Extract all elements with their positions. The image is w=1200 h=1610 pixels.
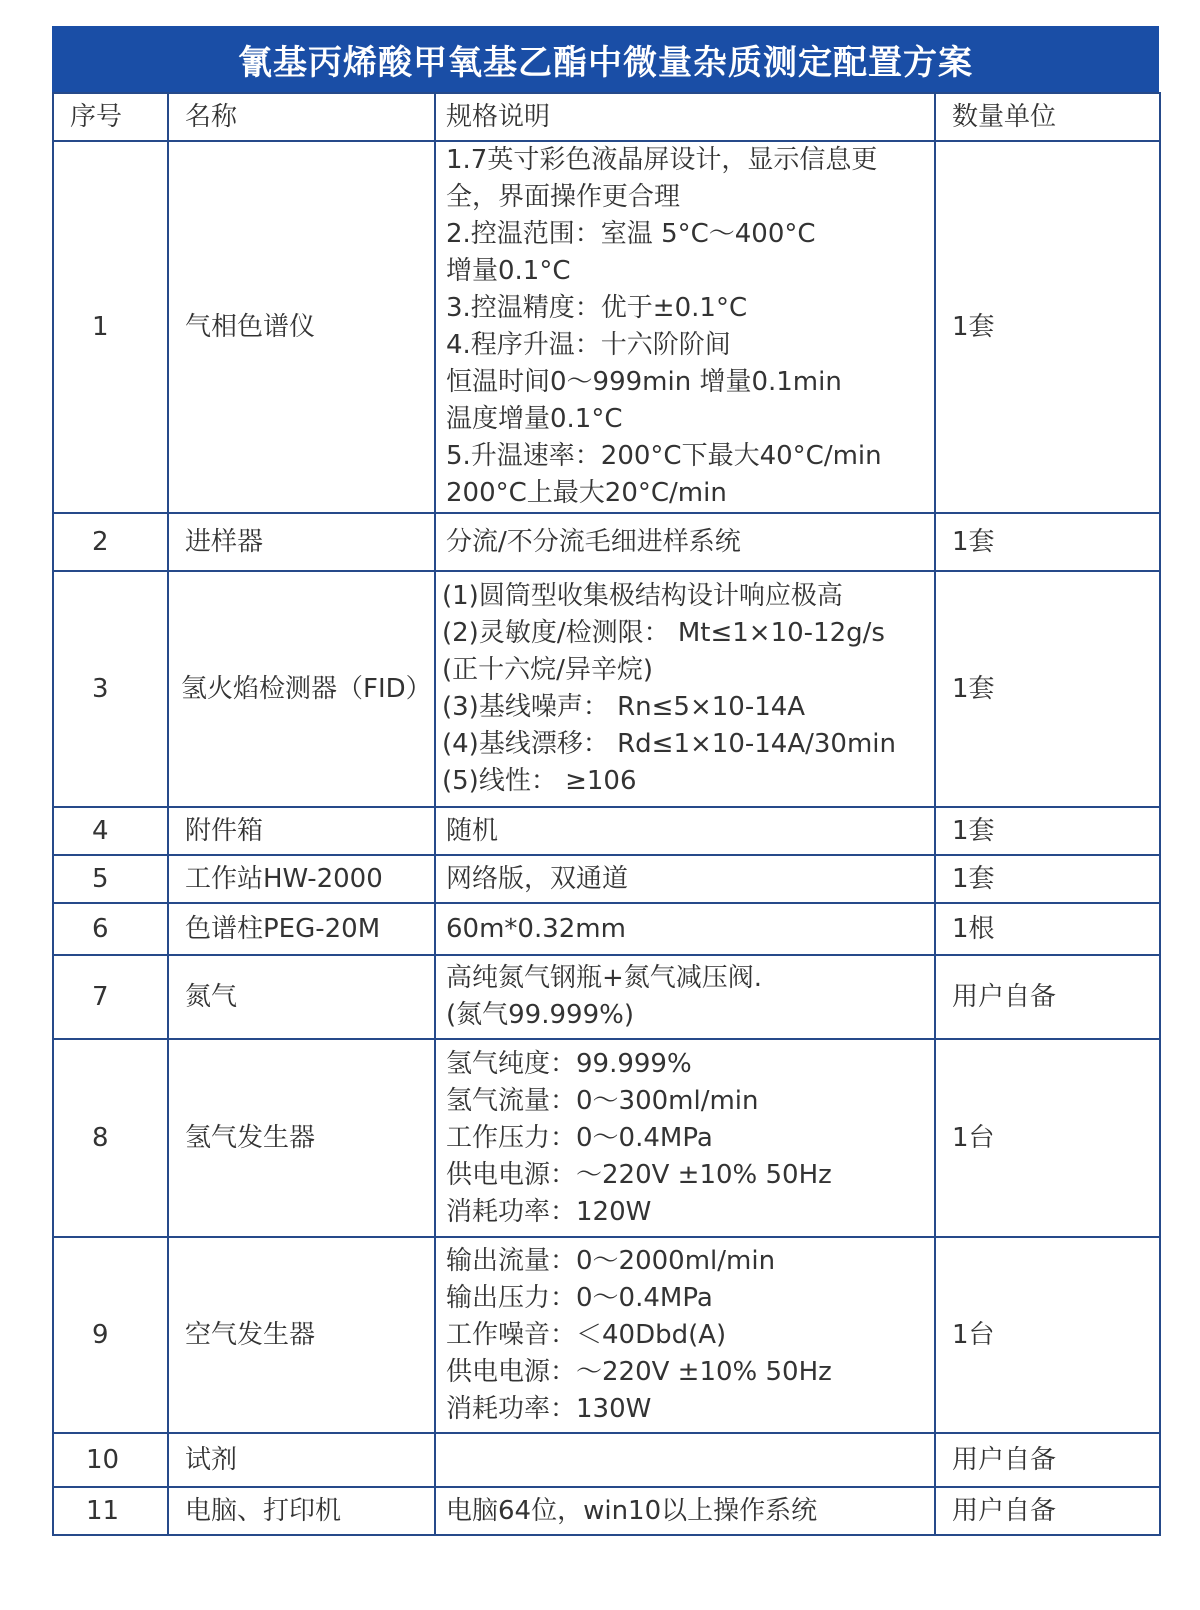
row-name: 空气发生器 xyxy=(168,1237,435,1433)
spec-line: 200°C上最大20°C/min xyxy=(446,478,727,508)
table-row xyxy=(53,807,1160,855)
spec-line: 增量0.1°C xyxy=(446,256,571,286)
row-name: 氢火焰检测器（FID） xyxy=(168,571,435,807)
row-no: 5 xyxy=(53,855,168,903)
table-row xyxy=(53,855,1160,903)
row-name: 进样器 xyxy=(168,513,435,571)
spec-line: 输出压力：0～0.4MPa xyxy=(446,1282,713,1313)
row-name: 气相色谱仪 xyxy=(168,141,435,513)
table-row xyxy=(53,513,1160,571)
table-row xyxy=(53,903,1160,955)
row-spec xyxy=(435,513,935,571)
row-name: 氢气发生器 xyxy=(168,1039,435,1237)
row-name: 附件箱 xyxy=(168,807,435,855)
row-no: 2 xyxy=(53,513,168,571)
table-row xyxy=(53,1487,1160,1535)
spec-line: 分流/不分流毛细进样系统 xyxy=(446,526,741,557)
spec-line: (氮气99.999%) xyxy=(446,1000,634,1030)
row-qty: 1台 xyxy=(935,1039,1160,1237)
spec-line: (2)灵敏度/检测限： Mt≤1×10-12g/s xyxy=(442,618,885,648)
spec-line: 氢气流量：0～300ml/min xyxy=(446,1085,759,1116)
spec-line: 消耗功率：120W xyxy=(446,1196,652,1227)
row-spec xyxy=(435,807,935,855)
row-no: 4 xyxy=(53,807,168,855)
spec-line: (5)线性： ≥106 xyxy=(442,766,637,796)
spec-line: (1)圆筒型收集极结构设计响应极高 xyxy=(442,581,843,611)
row-qty: 用户自备 xyxy=(935,1433,1160,1487)
table-row xyxy=(53,955,1160,1039)
row-qty: 1套 xyxy=(935,807,1160,855)
spec-line: 输出流量：0～2000ml/min xyxy=(446,1245,776,1276)
sheet-title: 氰基丙烯酸甲氧基乙酯中微量杂质测定配置方案 xyxy=(52,26,1159,92)
row-no: 1 xyxy=(53,141,168,513)
spec-line: 60m*0.32mm xyxy=(446,913,626,944)
row-spec xyxy=(435,855,935,903)
table-row xyxy=(53,1237,1160,1433)
spec-line: 2.控温范围：室温 5°C～400°C xyxy=(446,219,816,249)
row-qty: 用户自备 xyxy=(935,955,1160,1039)
spec-line: 3.控温精度：优于±0.1°C xyxy=(446,293,748,323)
spec-line: 工作噪音：＜40Dbd(A) xyxy=(446,1319,727,1350)
row-spec xyxy=(435,1433,935,1487)
row-qty: 1套 xyxy=(935,141,1160,513)
spec-line: 工作压力：0～0.4MPa xyxy=(446,1122,713,1153)
row-spec xyxy=(435,903,935,955)
row-spec xyxy=(435,571,935,807)
row-no: 11 xyxy=(53,1487,168,1535)
row-qty: 1套 xyxy=(935,571,1160,807)
header-name: 名称 xyxy=(168,93,435,141)
table-row xyxy=(53,141,1160,513)
row-spec xyxy=(435,1487,935,1535)
row-qty: 1套 xyxy=(935,513,1160,571)
spec-line: (正十六烷/异辛烷) xyxy=(442,655,654,685)
spec-line: 供电电源：～220V ±10% 50Hz xyxy=(446,1356,832,1387)
header-qty: 数量单位 xyxy=(935,93,1160,141)
row-spec xyxy=(435,141,935,513)
row-name: 色谱柱PEG-20M xyxy=(168,903,435,955)
row-no: 8 xyxy=(53,1039,168,1237)
table-row xyxy=(53,1433,1160,1487)
spec-line: 电脑64位，win10以上操作系统 xyxy=(446,1495,818,1526)
row-no: 10 xyxy=(53,1433,168,1487)
row-name: 电脑、打印机 xyxy=(168,1487,435,1535)
config-sheet xyxy=(52,26,1159,1536)
row-qty: 1根 xyxy=(935,903,1160,955)
spec-line: 1.7英寸彩色液晶屏设计，显示信息更 xyxy=(446,145,878,175)
header-spec: 规格说明 xyxy=(435,93,935,141)
row-qty: 1套 xyxy=(935,855,1160,903)
spec-line: (4)基线漂移： Rd≤1×10-14A/30min xyxy=(442,729,896,759)
header-row xyxy=(53,93,1160,141)
spec-line: (3)基线噪声： Rn≤5×10-14A xyxy=(442,692,806,722)
row-name: 工作站HW-2000 xyxy=(168,855,435,903)
spec-line: 网络版，双通道 xyxy=(446,863,629,894)
config-table xyxy=(52,92,1161,1536)
spec-line: 供电电源：～220V ±10% 50Hz xyxy=(446,1159,832,1190)
row-name: 氮气 xyxy=(168,955,435,1039)
row-no: 9 xyxy=(53,1237,168,1433)
spec-line: 氢气纯度：99.999% xyxy=(446,1048,692,1079)
header-no: 序号 xyxy=(53,93,168,141)
spec-line: 5.升温速率：200°C下最大40°C/min xyxy=(446,441,882,471)
row-qty: 用户自备 xyxy=(935,1487,1160,1535)
spec-line: 高纯氮气钢瓶+氮气减压阀. xyxy=(446,963,763,993)
row-name: 试剂 xyxy=(168,1433,435,1487)
spec-line: 随机 xyxy=(446,815,499,846)
row-spec xyxy=(435,1237,935,1433)
spec-line: 4.程序升温：十六阶阶间 xyxy=(446,330,731,360)
row-no: 6 xyxy=(53,903,168,955)
row-no: 3 xyxy=(53,571,168,807)
spec-line: 消耗功率：130W xyxy=(446,1393,652,1424)
row-no: 7 xyxy=(53,955,168,1039)
table-row xyxy=(53,1039,1160,1237)
row-spec xyxy=(435,955,935,1039)
row-qty: 1台 xyxy=(935,1237,1160,1433)
spec-line: 恒温时间0～999min 增量0.1min xyxy=(446,367,842,397)
spec-line: 全，界面操作更合理 xyxy=(446,182,681,212)
row-spec xyxy=(435,1039,935,1237)
spec-line: 温度增量0.1°C xyxy=(446,404,623,434)
table-row xyxy=(53,571,1160,807)
